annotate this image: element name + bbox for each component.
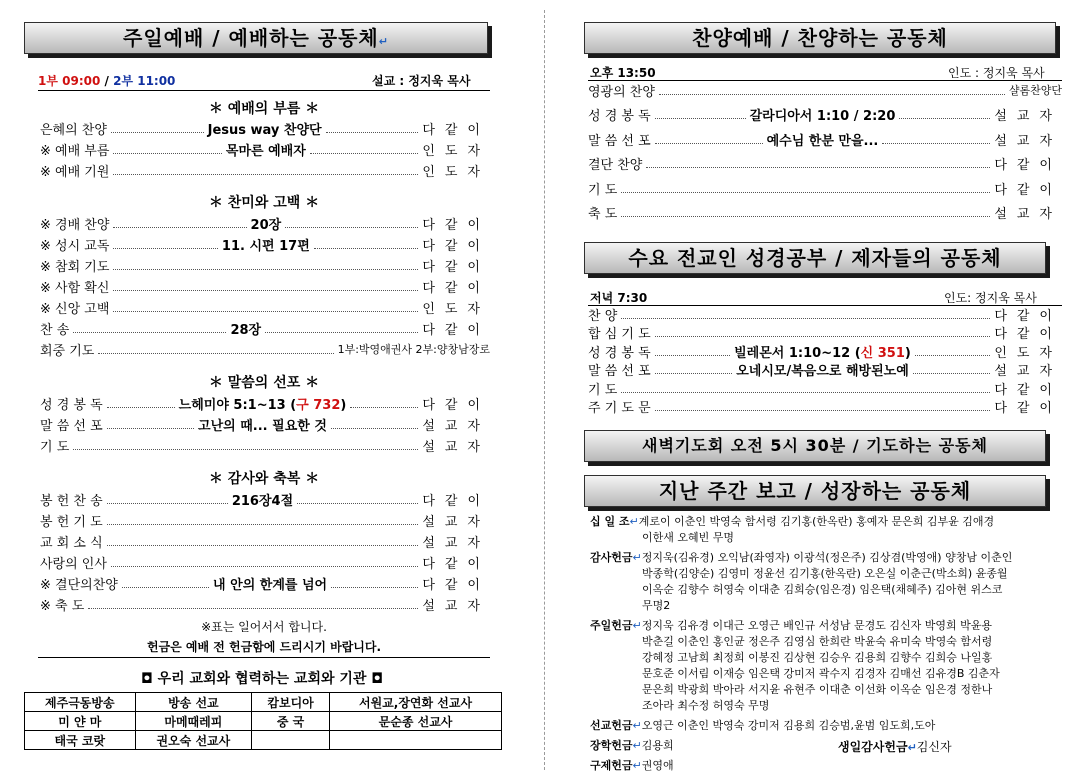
partner-cell: 제주극동방송	[25, 693, 136, 712]
leader-dots	[107, 420, 194, 429]
leader-dots	[659, 86, 1005, 95]
order-label: ※ 참회 기도	[40, 259, 110, 275]
report-line	[590, 513, 994, 529]
order-row	[588, 105, 1062, 125]
order-label: 주 기 도 문	[588, 401, 651, 416]
offering-note: 헌금은 예배 전 헌금함에 드리시기 바랍니다.	[146, 640, 382, 654]
return-mark-icon: ↵	[629, 515, 639, 528]
return-mark-icon: ↵	[632, 719, 642, 732]
order-label: ※ 결단의찬양	[40, 577, 118, 593]
leader-dots	[88, 600, 418, 609]
report-names: 김용희	[641, 739, 674, 752]
report-line	[590, 649, 992, 665]
preacher: 설교 : 정지욱 목사	[372, 74, 471, 88]
order-content: 오네시모/복음으로 해방된노예	[736, 364, 909, 379]
report-names: 문은희 박광희 박아라 서지윤 유현주 이대춘 이선화 이옥순 임은경 정한나	[642, 683, 993, 696]
order-leader: 설교자	[994, 109, 1062, 124]
order-leader: 다같이	[994, 327, 1062, 342]
leader-dots	[107, 495, 228, 504]
partner-cell: 문순종 선교사	[330, 712, 502, 731]
order-row	[588, 360, 1062, 380]
return-mark-icon: ↵	[378, 35, 389, 48]
order-row	[40, 160, 490, 180]
order-row	[40, 552, 490, 572]
order-row	[40, 276, 490, 296]
report-label: 선교헌금	[590, 719, 633, 732]
order-content: 갈라디아서 1:10 / 2:20	[749, 109, 896, 124]
order-content: 216장4절	[231, 493, 294, 509]
order-leader: 다같이	[422, 238, 490, 254]
order-row	[40, 489, 490, 509]
report-label: 감사헌금	[590, 551, 633, 564]
leader-dots	[646, 159, 990, 168]
time-separator: /	[104, 74, 109, 88]
section-call-to-worship-title: ＊ 예배의 부름 ＊	[208, 101, 320, 117]
order-row	[588, 80, 1062, 100]
order-label: 은혜의 찬양	[40, 122, 107, 138]
banner-title: 새벽기도회 오전 5시 30분 / 기도하는 공동체	[642, 436, 988, 455]
order-leader: 샬롬찬양단	[1008, 84, 1062, 97]
order-leader: 설교자	[994, 364, 1063, 379]
order-content: 11. 시편 17편	[221, 238, 310, 254]
leader-dots	[621, 184, 990, 193]
leader-dots	[655, 402, 991, 411]
order-content: Jesus way 찬양단	[207, 122, 322, 138]
order-row	[588, 397, 1062, 417]
wednesday-study-banner	[584, 242, 1046, 274]
report-names: 계로이 이춘인 박영숙 함서령 김기홍(한옥란) 홍예자 문은희 김부윤 김애경	[638, 515, 995, 528]
order-leader: 다같이	[422, 122, 490, 138]
order-label: 기 도	[40, 439, 70, 455]
order-label: ※ 사함 확신	[40, 280, 110, 296]
underline	[38, 657, 490, 658]
leader-dots	[331, 579, 418, 588]
order-label: 회중 기도	[40, 343, 95, 359]
partner-cell	[252, 731, 330, 750]
order-row	[40, 318, 490, 338]
order-leader: 다같이	[422, 556, 490, 572]
leader-dots	[122, 579, 209, 588]
report-line	[590, 597, 670, 613]
report-names: 오영근 이춘인 박영숙 강미저 김용희 김승범,윤범 임도희,도아	[641, 719, 936, 732]
partners-table	[24, 692, 502, 750]
order-label: 봉 헌 찬 송	[40, 493, 103, 509]
order-leader: 인도자	[422, 164, 490, 180]
order-label: 말 씀 선 포	[40, 418, 103, 434]
order-label: ※ 축 도	[40, 598, 85, 614]
order-content: 28장	[230, 322, 262, 338]
partner-row	[25, 693, 502, 712]
order-leader: 다같이	[422, 493, 491, 509]
order-leader: 다같이	[422, 280, 490, 296]
order-leader: 다같이	[994, 308, 1062, 324]
return-mark-icon: ↵	[632, 551, 642, 564]
report-line	[590, 565, 1008, 581]
order-row	[40, 213, 490, 233]
order-leader: 설교자	[994, 207, 1062, 222]
banner-title: 찬양예배 / 찬양하는 공동체	[692, 26, 948, 50]
order-row	[588, 129, 1062, 149]
order-label: 기 도	[588, 382, 618, 398]
report-names: 박춘길 이춘인 홍인균 정은주 김영심 한희란 박윤숙 유미숙 박영숙 함서령	[642, 635, 993, 648]
leader-dots	[310, 145, 419, 154]
order-leader: 설교자	[994, 133, 1063, 149]
return-mark-icon: ↵	[632, 739, 642, 752]
report-names: 문호준 이서림 이재승 임은택 강미저 곽수지 김경자 김매선 김유경B 김춘자	[642, 667, 1000, 680]
report-line	[590, 717, 935, 733]
order-row	[588, 378, 1062, 398]
wednesday-time: 저녁 7:30	[590, 291, 648, 305]
order-row	[40, 414, 490, 434]
leader-dots	[113, 166, 418, 175]
order-leader: 다같이	[994, 158, 1062, 173]
report-names: 조아라 최수정 허영숙 무명	[642, 699, 770, 712]
order-leader: 다같이	[422, 322, 490, 338]
order-row	[40, 510, 490, 530]
leader-dots	[113, 240, 218, 249]
order-leader: 설교자	[422, 598, 490, 614]
report-label: 장학헌금	[590, 739, 633, 752]
birthday-offering: 생일감사헌금↵김신자	[838, 740, 952, 754]
praise-worship-banner	[584, 22, 1056, 54]
dawn-prayer-banner	[584, 430, 1046, 462]
order-leader: 인도자	[422, 143, 491, 159]
leader-dots	[113, 261, 418, 270]
report-names: 강혜정 고남희 최정희 이봉진 김상현 김승우 김용희 김향수 김희승 나일홍	[642, 651, 993, 664]
order-row	[588, 178, 1062, 198]
order-label: ※ 성시 교독	[40, 238, 110, 254]
partner-cell: 태국 코랏	[25, 731, 136, 750]
page-divider	[544, 10, 545, 770]
report-line	[590, 757, 674, 773]
leader-dots	[350, 399, 418, 408]
leader-dots	[107, 537, 419, 546]
leader-dots	[899, 110, 990, 119]
order-label: 결단 찬양	[588, 158, 643, 173]
order-leader: 설교자	[422, 514, 490, 530]
leader-dots	[913, 365, 991, 374]
order-label: 성 경 봉 독	[588, 345, 651, 361]
order-label: 사랑의 인사	[40, 556, 107, 572]
order-row	[40, 594, 490, 614]
leader-dots	[314, 240, 419, 249]
leader-dots	[111, 558, 418, 567]
order-row	[40, 297, 490, 317]
report-names: 무명2	[642, 599, 671, 612]
section-word-title: ＊ 말씀의 선포 ＊	[208, 375, 320, 391]
order-label: 성 경 봉 독	[588, 109, 651, 124]
praise-leader: 인도 : 정지욱 목사	[948, 66, 1045, 80]
order-row	[40, 435, 490, 455]
report-names: 권영애	[641, 759, 674, 772]
sunday-worship-banner	[24, 22, 488, 54]
order-leader: 설교자	[422, 439, 490, 455]
leader-dots	[113, 219, 246, 228]
partner-row	[25, 731, 502, 750]
order-label: 기 도	[588, 182, 618, 198]
leader-dots	[915, 347, 990, 356]
order-content: 느헤미야 5:1~13 (구 732)	[178, 397, 347, 413]
report-names: 박종학(김양순) 김영미 정윤선 김기홍(한옥란) 오은실 이춘근(박소희) 윤종월	[642, 567, 1008, 580]
leader-dots	[621, 384, 990, 393]
section-thanks-blessing-title: ＊ 감사와 축복 ＊	[208, 471, 320, 487]
order-label: ※ 경배 찬양	[40, 217, 110, 233]
order-row	[40, 139, 490, 159]
order-leader: 다같이	[422, 259, 490, 275]
order-leader: 다같이	[994, 401, 1062, 416]
order-content: 목마른 예배자	[225, 143, 306, 159]
leader-dots	[882, 135, 990, 144]
order-row	[40, 393, 490, 413]
order-content: 20장	[250, 217, 282, 233]
leader-dots	[655, 328, 991, 337]
order-row	[588, 203, 1062, 223]
service-time-1: 1부 09:00	[38, 74, 101, 88]
order-leader: 설교자	[422, 418, 490, 434]
order-row	[40, 573, 490, 593]
report-line	[590, 665, 1000, 681]
banner-title: 지난 주간 보고 / 성장하는 공동체	[658, 479, 972, 503]
order-content: 예수님 한분 만을...	[766, 133, 879, 149]
order-label: 교 회 소 식	[40, 535, 103, 551]
weekly-report-banner	[584, 475, 1046, 507]
order-leader: 인도자	[994, 345, 1062, 361]
order-leader: 다같이	[994, 382, 1062, 398]
report-line	[590, 617, 992, 633]
partner-cell: 서원교,장연화 선교사	[330, 693, 502, 712]
report-label: 십 일 조	[590, 515, 630, 528]
order-leader: 인도자	[422, 301, 490, 317]
order-label: 말 씀 선 포	[588, 364, 651, 379]
order-label: 합 심 기 도	[588, 327, 651, 342]
order-leader: 다같이	[422, 397, 491, 413]
order-row	[40, 234, 490, 254]
report-label: 주일헌금	[590, 619, 633, 632]
order-label: ※ 예배 기원	[40, 164, 110, 180]
return-mark-icon: ↵	[632, 759, 642, 772]
birthday-name: 김신자	[916, 740, 952, 754]
report-line	[590, 737, 674, 753]
wednesday-leader: 인도: 정지욱 목사	[944, 291, 1037, 305]
order-label: ※ 예배 부름	[40, 143, 110, 159]
leader-dots	[111, 124, 204, 133]
partner-row	[25, 712, 502, 731]
leader-dots	[326, 124, 419, 133]
order-row	[588, 323, 1062, 343]
order-row	[40, 118, 490, 138]
banner-title: 주일예배 / 예배하는 공동체	[123, 26, 379, 50]
leader-dots	[113, 145, 222, 154]
order-label: 축 도	[588, 207, 618, 222]
partner-cell: 중 국	[252, 712, 330, 731]
leader-dots	[107, 516, 419, 525]
order-label: 찬 송	[40, 322, 70, 338]
order-row	[588, 341, 1062, 361]
order-label: 봉 헌 기 도	[40, 514, 103, 530]
report-names: 이한새 오혜빈 무명	[642, 531, 735, 544]
partners-title: ◘ 우리 교회와 협력하는 교회와 기관 ◘	[140, 671, 384, 687]
partner-cell: 미 얀 마	[25, 712, 136, 731]
partner-cell: 마메때레피	[135, 712, 251, 731]
report-names: 이옥순 김향수 허영숙 이대춘 김희승(임은경) 임은택(채혜주) 김아현 위스코	[642, 583, 1003, 596]
order-leader: 다같이	[994, 182, 1062, 198]
section-praise-confession-title: ＊ 찬미와 고백 ＊	[208, 195, 320, 211]
order-label: 영광의 찬양	[588, 84, 655, 100]
order-label: 성 경 봉 독	[40, 397, 103, 413]
order-leader: 설교자	[422, 535, 490, 551]
leader-dots	[621, 310, 990, 319]
underline	[38, 90, 490, 91]
order-row	[588, 304, 1062, 324]
report-names: 정지욱(김유경) 오익남(좌영자) 이광석(정은주) 김상겸(박영애) 양창남 이춘인	[641, 551, 1013, 564]
report-line	[590, 633, 992, 649]
report-label: 구제헌금	[590, 759, 633, 772]
report-line	[590, 681, 992, 697]
leader-dots	[331, 420, 418, 429]
leader-dots	[113, 303, 418, 312]
service-time-2: 2부 11:00	[113, 74, 176, 88]
order-leader: 다같이	[422, 577, 490, 593]
standing-note: ※표는 일어서서 합니다.	[201, 620, 327, 634]
leader-dots	[655, 110, 746, 119]
return-mark-icon: ↵	[632, 619, 642, 632]
order-label: 찬 양	[588, 308, 618, 324]
banner-title: 수요 전교인 성경공부 / 제자들의 공동체	[628, 246, 1002, 270]
service-times	[38, 72, 175, 89]
leader-dots	[655, 365, 733, 374]
order-row	[40, 531, 490, 551]
order-content: 빌레몬서 1:10~12 (신 351)	[734, 345, 911, 361]
partner-cell: 방송 선교	[135, 693, 251, 712]
report-names: 정지욱 김유경 이대근 오영근 배인규 서성남 문경도 김신자 박영희 박윤용	[641, 619, 992, 632]
praise-time: 오후 13:50	[590, 66, 656, 80]
leader-dots	[655, 135, 763, 144]
report-line	[590, 549, 1012, 565]
partner-cell: 캄보디아	[252, 693, 330, 712]
report-line	[590, 697, 769, 713]
order-row	[588, 154, 1062, 174]
leader-dots	[73, 324, 226, 333]
leader-dots	[113, 282, 418, 291]
leader-dots	[73, 441, 418, 450]
report-line	[590, 529, 734, 545]
birthday-label: 생일감사헌금	[838, 740, 908, 754]
report-line	[590, 581, 1002, 597]
order-leader: 1부:박영애권사 2부:양창남장로	[337, 343, 490, 356]
leader-dots	[107, 399, 175, 408]
order-content: 고난의 때... 필요한 것	[198, 418, 327, 434]
leader-dots	[621, 208, 990, 217]
leader-dots	[655, 347, 730, 356]
leader-dots	[297, 495, 418, 504]
order-leader: 다같이	[422, 217, 491, 233]
order-row	[40, 255, 490, 275]
leader-dots	[285, 219, 418, 228]
order-label: ※ 신앙 고백	[40, 301, 110, 317]
leader-dots	[98, 345, 333, 354]
order-content: 내 안의 한계를 넘어	[213, 577, 328, 593]
leader-dots	[265, 324, 418, 333]
order-label: 말 씀 선 포	[588, 133, 651, 149]
partner-cell	[330, 731, 502, 750]
order-row	[40, 339, 490, 359]
partner-cell: 권오숙 선교사	[135, 731, 251, 750]
